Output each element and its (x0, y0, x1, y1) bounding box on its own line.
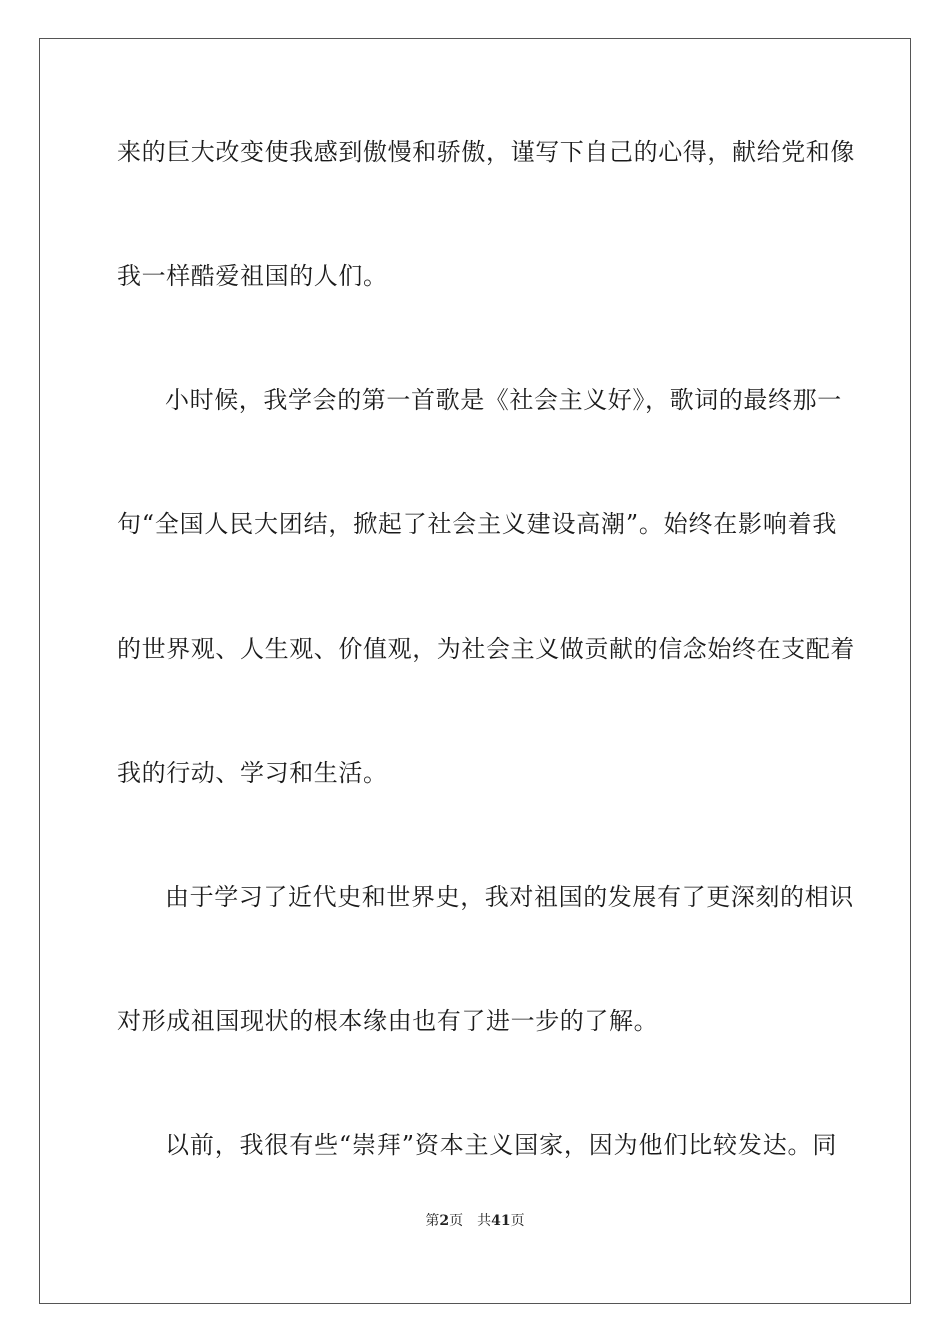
text-line-6: 我的行动、学习和生活。 (117, 759, 388, 787)
total-pages: 41 (491, 1213, 511, 1229)
total-prefix: 共 (477, 1213, 492, 1229)
text-line-3: 小时候，我学会的第一首歌是《社会主义好》，歌词的最终那一 (165, 386, 842, 414)
text-line-2: 我一样酷爱祖国的人们。 (117, 262, 388, 290)
text-line-4: 句“全国人民大团结，掀起了社会主义建设高潮”。始终在影响着我 (117, 510, 837, 538)
page-suffix: 页 (449, 1213, 464, 1229)
text-line-1: 来的巨大改变使我感到傲慢和骄傲，谨写下自己的心得，献给党和像 (117, 138, 855, 166)
text-line-7: 由于学习了近代史和世界史，我对祖国的发展有了更深刻的相识 (165, 883, 854, 911)
page-footer (0, 1210, 950, 1230)
total-suffix: 页 (510, 1213, 525, 1229)
text-line-9: 以前，我很有些“崇拜”资本主义国家，因为他们比较发达。同 (165, 1131, 837, 1159)
text-line-5: 的世界观、人生观、价值观，为社会主义做贡献的信念始终在支配着 (117, 635, 855, 663)
page-prefix: 第 (425, 1213, 440, 1229)
page-frame (39, 38, 911, 1304)
page-number: 2 (439, 1213, 450, 1229)
text-line-8: 对形成祖国现状的根本缘由也有了进一步的了解。 (117, 1007, 659, 1035)
